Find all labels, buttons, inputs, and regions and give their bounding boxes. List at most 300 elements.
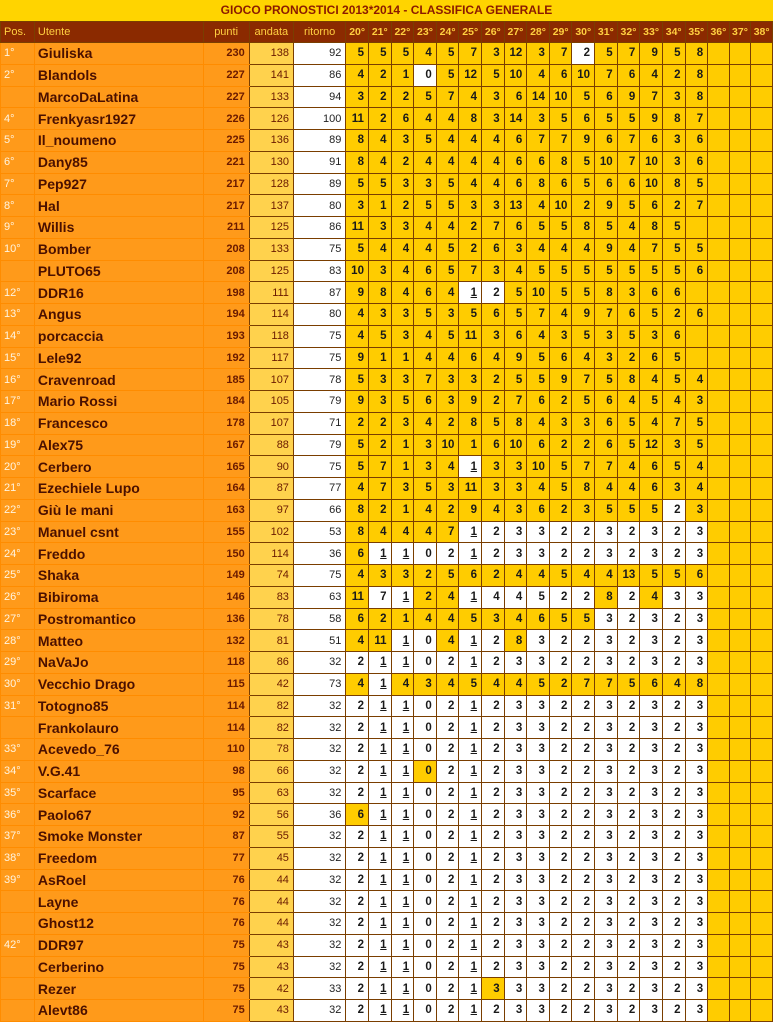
- week-score-cell[interactable]: 2: [436, 978, 459, 1000]
- week-score-cell[interactable]: 3: [527, 760, 550, 782]
- week-score-cell[interactable]: 10: [504, 434, 527, 456]
- week-score-cell[interactable]: [751, 304, 773, 326]
- week-score-cell[interactable]: 3: [662, 130, 685, 152]
- week-score-cell[interactable]: 2: [617, 934, 640, 956]
- week-score-cell[interactable]: 4: [527, 195, 550, 217]
- andata-cell[interactable]: 42: [249, 978, 293, 1000]
- week-score-cell[interactable]: 2: [662, 195, 685, 217]
- week-score-cell[interactable]: 2: [662, 782, 685, 804]
- week-score-cell[interactable]: 2: [662, 739, 685, 761]
- header-week[interactable]: 22°: [391, 22, 414, 43]
- andata-cell[interactable]: 137: [249, 195, 293, 217]
- ritorno-cell[interactable]: 79: [293, 391, 345, 413]
- week-score-cell[interactable]: 4: [436, 673, 459, 695]
- ritorno-cell[interactable]: 80: [293, 304, 345, 326]
- week-score-cell[interactable]: 6: [549, 347, 572, 369]
- week-score-cell[interactable]: 2: [617, 630, 640, 652]
- week-score-cell[interactable]: 1: [391, 869, 414, 891]
- week-score-cell[interactable]: 0: [414, 543, 437, 565]
- week-score-cell[interactable]: 5: [662, 260, 685, 282]
- week-score-cell[interactable]: 3: [504, 521, 527, 543]
- points-cell[interactable]: 95: [203, 782, 249, 804]
- week-score-cell[interactable]: 3: [527, 630, 550, 652]
- week-score-cell[interactable]: 3: [391, 173, 414, 195]
- week-score-cell[interactable]: 3: [459, 195, 482, 217]
- week-score-cell[interactable]: [729, 717, 751, 739]
- week-score-cell[interactable]: [751, 347, 773, 369]
- week-score-cell[interactable]: 4: [504, 608, 527, 630]
- week-score-cell[interactable]: 3: [685, 782, 708, 804]
- points-cell[interactable]: 230: [203, 43, 249, 65]
- week-score-cell[interactable]: 6: [414, 391, 437, 413]
- week-score-cell[interactable]: 2: [549, 913, 572, 935]
- ritorno-cell[interactable]: 75: [293, 565, 345, 587]
- week-score-cell[interactable]: 2: [482, 956, 505, 978]
- week-score-cell[interactable]: 2: [459, 238, 482, 260]
- week-score-cell[interactable]: 2: [459, 217, 482, 239]
- week-score-cell[interactable]: 5: [414, 478, 437, 500]
- week-score-cell[interactable]: 2: [346, 891, 369, 913]
- week-score-cell[interactable]: 2: [549, 739, 572, 761]
- week-score-cell[interactable]: 7: [504, 391, 527, 413]
- week-score-cell[interactable]: 5: [527, 369, 550, 391]
- week-score-cell[interactable]: 2: [572, 782, 595, 804]
- week-score-cell[interactable]: [708, 1000, 730, 1022]
- week-score-cell[interactable]: [729, 978, 751, 1000]
- week-score-cell[interactable]: 3: [640, 325, 663, 347]
- week-score-cell[interactable]: 2: [617, 586, 640, 608]
- week-score-cell[interactable]: 7: [459, 43, 482, 65]
- ritorno-cell[interactable]: 94: [293, 86, 345, 108]
- week-score-cell[interactable]: 6: [662, 282, 685, 304]
- week-score-cell[interactable]: 3: [346, 86, 369, 108]
- week-score-cell[interactable]: 12: [459, 64, 482, 86]
- week-score-cell[interactable]: 3: [595, 739, 618, 761]
- week-score-cell[interactable]: 4: [482, 173, 505, 195]
- week-score-cell[interactable]: 2: [549, 434, 572, 456]
- week-score-cell[interactable]: [751, 195, 773, 217]
- week-score-cell[interactable]: 8: [459, 108, 482, 130]
- ritorno-cell[interactable]: 66: [293, 499, 345, 521]
- week-score-cell[interactable]: 1: [391, 913, 414, 935]
- points-cell[interactable]: 155: [203, 521, 249, 543]
- week-score-cell[interactable]: 2: [549, 847, 572, 869]
- week-score-cell[interactable]: 2: [368, 608, 391, 630]
- week-score-cell[interactable]: 1: [459, 739, 482, 761]
- week-score-cell[interactable]: 5: [527, 586, 550, 608]
- week-score-cell[interactable]: 3: [685, 804, 708, 826]
- week-score-cell[interactable]: 3: [527, 108, 550, 130]
- week-score-cell[interactable]: 4: [414, 608, 437, 630]
- week-score-cell[interactable]: [751, 760, 773, 782]
- week-score-cell[interactable]: 3: [368, 304, 391, 326]
- week-score-cell[interactable]: 3: [504, 238, 527, 260]
- header-week[interactable]: 31°: [595, 22, 618, 43]
- week-score-cell[interactable]: [708, 630, 730, 652]
- position-cell[interactable]: [1, 86, 35, 108]
- position-cell[interactable]: 38°: [1, 847, 35, 869]
- ritorno-cell[interactable]: 63: [293, 586, 345, 608]
- week-score-cell[interactable]: 7: [662, 412, 685, 434]
- week-score-cell[interactable]: 2: [662, 652, 685, 674]
- week-score-cell[interactable]: 3: [685, 760, 708, 782]
- week-score-cell[interactable]: 2: [549, 652, 572, 674]
- week-score-cell[interactable]: 4: [436, 130, 459, 152]
- week-score-cell[interactable]: [729, 282, 751, 304]
- week-score-cell[interactable]: 8: [346, 151, 369, 173]
- week-score-cell[interactable]: 2: [617, 1000, 640, 1022]
- week-score-cell[interactable]: 3: [640, 913, 663, 935]
- week-score-cell[interactable]: 8: [504, 630, 527, 652]
- user-name-cell[interactable]: Frankolauro: [34, 717, 203, 739]
- week-score-cell[interactable]: 5: [527, 673, 550, 695]
- week-score-cell[interactable]: 9: [346, 391, 369, 413]
- week-score-cell[interactable]: 7: [572, 369, 595, 391]
- week-score-cell[interactable]: 7: [459, 260, 482, 282]
- week-score-cell[interactable]: 2: [572, 586, 595, 608]
- points-cell[interactable]: 77: [203, 847, 249, 869]
- week-score-cell[interactable]: [708, 869, 730, 891]
- andata-cell[interactable]: 105: [249, 391, 293, 413]
- week-score-cell[interactable]: 4: [346, 673, 369, 695]
- week-score-cell[interactable]: 4: [617, 238, 640, 260]
- week-score-cell[interactable]: 6: [595, 130, 618, 152]
- week-score-cell[interactable]: [729, 521, 751, 543]
- week-score-cell[interactable]: [708, 391, 730, 413]
- week-score-cell[interactable]: 3: [482, 478, 505, 500]
- week-score-cell[interactable]: 2: [549, 956, 572, 978]
- week-score-cell[interactable]: 2: [436, 891, 459, 913]
- week-score-cell[interactable]: 7: [595, 304, 618, 326]
- week-score-cell[interactable]: 10: [346, 260, 369, 282]
- week-score-cell[interactable]: 2: [617, 978, 640, 1000]
- week-score-cell[interactable]: 5: [482, 412, 505, 434]
- user-name-cell[interactable]: Alevt86: [34, 1000, 203, 1022]
- week-score-cell[interactable]: 3: [504, 717, 527, 739]
- user-name-cell[interactable]: Mario Rossi: [34, 391, 203, 413]
- points-cell[interactable]: 149: [203, 565, 249, 587]
- position-cell[interactable]: 39°: [1, 869, 35, 891]
- week-score-cell[interactable]: 3: [504, 847, 527, 869]
- week-score-cell[interactable]: 3: [504, 1000, 527, 1022]
- week-score-cell[interactable]: 3: [662, 86, 685, 108]
- week-score-cell[interactable]: 3: [685, 826, 708, 848]
- week-score-cell[interactable]: 3: [391, 130, 414, 152]
- week-score-cell[interactable]: 2: [617, 782, 640, 804]
- week-score-cell[interactable]: 2: [662, 913, 685, 935]
- week-score-cell[interactable]: 4: [346, 325, 369, 347]
- ritorno-cell[interactable]: 32: [293, 652, 345, 674]
- week-score-cell[interactable]: 3: [527, 543, 550, 565]
- week-score-cell[interactable]: 5: [414, 195, 437, 217]
- position-cell[interactable]: 26°: [1, 586, 35, 608]
- week-score-cell[interactable]: [729, 478, 751, 500]
- week-score-cell[interactable]: 0: [414, 64, 437, 86]
- week-score-cell[interactable]: 7: [549, 130, 572, 152]
- week-score-cell[interactable]: [751, 282, 773, 304]
- week-score-cell[interactable]: 1: [368, 347, 391, 369]
- header-week[interactable]: 24°: [436, 22, 459, 43]
- week-score-cell[interactable]: 3: [527, 847, 550, 869]
- week-score-cell[interactable]: 1: [459, 869, 482, 891]
- week-score-cell[interactable]: 3: [527, 804, 550, 826]
- points-cell[interactable]: 178: [203, 412, 249, 434]
- week-score-cell[interactable]: [729, 499, 751, 521]
- week-score-cell[interactable]: [708, 282, 730, 304]
- week-score-cell[interactable]: 2: [662, 304, 685, 326]
- position-cell[interactable]: 22°: [1, 499, 35, 521]
- points-cell[interactable]: 217: [203, 173, 249, 195]
- points-cell[interactable]: 164: [203, 478, 249, 500]
- week-score-cell[interactable]: [685, 217, 708, 239]
- user-name-cell[interactable]: Giù le mani: [34, 499, 203, 521]
- week-score-cell[interactable]: 6: [640, 478, 663, 500]
- week-score-cell[interactable]: 3: [640, 782, 663, 804]
- week-score-cell[interactable]: 8: [346, 521, 369, 543]
- week-score-cell[interactable]: 2: [482, 521, 505, 543]
- week-score-cell[interactable]: 2: [662, 804, 685, 826]
- week-score-cell[interactable]: [708, 978, 730, 1000]
- week-score-cell[interactable]: 0: [414, 847, 437, 869]
- week-score-cell[interactable]: [685, 282, 708, 304]
- week-score-cell[interactable]: 5: [662, 238, 685, 260]
- week-score-cell[interactable]: 3: [504, 695, 527, 717]
- week-score-cell[interactable]: 6: [617, 173, 640, 195]
- week-score-cell[interactable]: 6: [504, 217, 527, 239]
- andata-cell[interactable]: 128: [249, 173, 293, 195]
- week-score-cell[interactable]: 3: [595, 347, 618, 369]
- week-score-cell[interactable]: 6: [685, 130, 708, 152]
- week-score-cell[interactable]: 8: [346, 130, 369, 152]
- week-score-cell[interactable]: 3: [685, 717, 708, 739]
- week-score-cell[interactable]: 2: [662, 847, 685, 869]
- user-name-cell[interactable]: Francesco: [34, 412, 203, 434]
- ritorno-cell[interactable]: 58: [293, 608, 345, 630]
- week-score-cell[interactable]: 5: [572, 151, 595, 173]
- week-score-cell[interactable]: [708, 826, 730, 848]
- user-name-cell[interactable]: Frenkyasr1927: [34, 108, 203, 130]
- week-score-cell[interactable]: 4: [504, 586, 527, 608]
- header-week[interactable]: 33°: [640, 22, 663, 43]
- ritorno-cell[interactable]: 32: [293, 760, 345, 782]
- andata-cell[interactable]: 125: [249, 217, 293, 239]
- andata-cell[interactable]: 63: [249, 782, 293, 804]
- week-score-cell[interactable]: 5: [436, 260, 459, 282]
- position-cell[interactable]: 30°: [1, 673, 35, 695]
- week-score-cell[interactable]: 2: [572, 521, 595, 543]
- ritorno-cell[interactable]: 86: [293, 217, 345, 239]
- week-score-cell[interactable]: 2: [549, 782, 572, 804]
- week-score-cell[interactable]: 4: [391, 238, 414, 260]
- week-score-cell[interactable]: [751, 108, 773, 130]
- week-score-cell[interactable]: 4: [414, 238, 437, 260]
- week-score-cell[interactable]: [708, 695, 730, 717]
- week-score-cell[interactable]: 1: [391, 695, 414, 717]
- week-score-cell[interactable]: 1: [459, 760, 482, 782]
- points-cell[interactable]: 98: [203, 760, 249, 782]
- week-score-cell[interactable]: 10: [504, 64, 527, 86]
- week-score-cell[interactable]: 2: [482, 934, 505, 956]
- week-score-cell[interactable]: 3: [391, 304, 414, 326]
- andata-cell[interactable]: 107: [249, 412, 293, 434]
- header-week[interactable]: 38°: [751, 22, 773, 43]
- week-score-cell[interactable]: [751, 652, 773, 674]
- week-score-cell[interactable]: 10: [527, 282, 550, 304]
- user-name-cell[interactable]: V.G.41: [34, 760, 203, 782]
- week-score-cell[interactable]: [729, 64, 751, 86]
- week-score-cell[interactable]: [708, 739, 730, 761]
- user-name-cell[interactable]: Blandols: [34, 64, 203, 86]
- week-score-cell[interactable]: 2: [549, 891, 572, 913]
- week-score-cell[interactable]: 5: [572, 86, 595, 108]
- week-score-cell[interactable]: 3: [482, 456, 505, 478]
- header-pos[interactable]: Pos.: [1, 22, 35, 43]
- week-score-cell[interactable]: 3: [595, 543, 618, 565]
- week-score-cell[interactable]: 5: [662, 565, 685, 587]
- week-score-cell[interactable]: 2: [436, 913, 459, 935]
- week-score-cell[interactable]: [729, 347, 751, 369]
- week-score-cell[interactable]: 2: [482, 652, 505, 674]
- week-score-cell[interactable]: 2: [391, 151, 414, 173]
- week-score-cell[interactable]: 1: [459, 826, 482, 848]
- week-score-cell[interactable]: 6: [640, 673, 663, 695]
- points-cell[interactable]: 150: [203, 543, 249, 565]
- week-score-cell[interactable]: 6: [549, 173, 572, 195]
- week-score-cell[interactable]: 5: [436, 325, 459, 347]
- week-score-cell[interactable]: 5: [549, 456, 572, 478]
- week-score-cell[interactable]: 5: [685, 412, 708, 434]
- week-score-cell[interactable]: 3: [640, 826, 663, 848]
- week-score-cell[interactable]: 3: [640, 891, 663, 913]
- week-score-cell[interactable]: 4: [368, 151, 391, 173]
- andata-cell[interactable]: 125: [249, 260, 293, 282]
- week-score-cell[interactable]: 1: [459, 652, 482, 674]
- week-score-cell[interactable]: 3: [640, 695, 663, 717]
- week-score-cell[interactable]: 3: [527, 956, 550, 978]
- andata-cell[interactable]: 81: [249, 630, 293, 652]
- user-name-cell[interactable]: Ghost12: [34, 913, 203, 935]
- week-score-cell[interactable]: 0: [414, 826, 437, 848]
- week-score-cell[interactable]: 9: [572, 304, 595, 326]
- week-score-cell[interactable]: 7: [685, 195, 708, 217]
- week-score-cell[interactable]: [751, 891, 773, 913]
- week-score-cell[interactable]: 9: [572, 130, 595, 152]
- week-score-cell[interactable]: 2: [346, 695, 369, 717]
- week-score-cell[interactable]: 3: [527, 695, 550, 717]
- week-score-cell[interactable]: 9: [595, 238, 618, 260]
- week-score-cell[interactable]: 7: [617, 130, 640, 152]
- week-score-cell[interactable]: 4: [662, 673, 685, 695]
- week-score-cell[interactable]: 8: [346, 499, 369, 521]
- week-score-cell[interactable]: 1: [391, 347, 414, 369]
- week-score-cell[interactable]: 3: [595, 695, 618, 717]
- week-score-cell[interactable]: 3: [640, 608, 663, 630]
- week-score-cell[interactable]: 7: [640, 238, 663, 260]
- points-cell[interactable]: 75: [203, 956, 249, 978]
- week-score-cell[interactable]: 4: [617, 456, 640, 478]
- week-score-cell[interactable]: 3: [662, 586, 685, 608]
- ritorno-cell[interactable]: 86: [293, 64, 345, 86]
- user-name-cell[interactable]: Pep927: [34, 173, 203, 195]
- week-score-cell[interactable]: 2: [572, 891, 595, 913]
- week-score-cell[interactable]: 6: [527, 391, 550, 413]
- ritorno-cell[interactable]: 32: [293, 956, 345, 978]
- week-score-cell[interactable]: 3: [685, 869, 708, 891]
- week-score-cell[interactable]: [729, 391, 751, 413]
- week-score-cell[interactable]: [729, 565, 751, 587]
- week-score-cell[interactable]: 3: [527, 913, 550, 935]
- week-score-cell[interactable]: 7: [368, 478, 391, 500]
- week-score-cell[interactable]: 6: [640, 347, 663, 369]
- week-score-cell[interactable]: 3: [572, 499, 595, 521]
- week-score-cell[interactable]: 3: [527, 717, 550, 739]
- week-score-cell[interactable]: [729, 130, 751, 152]
- andata-cell[interactable]: 82: [249, 717, 293, 739]
- week-score-cell[interactable]: 1: [391, 456, 414, 478]
- week-score-cell[interactable]: 4: [346, 630, 369, 652]
- user-name-cell[interactable]: DDR97: [34, 934, 203, 956]
- week-score-cell[interactable]: 6: [414, 260, 437, 282]
- week-score-cell[interactable]: 3: [527, 869, 550, 891]
- andata-cell[interactable]: 111: [249, 282, 293, 304]
- week-score-cell[interactable]: 4: [685, 478, 708, 500]
- week-score-cell[interactable]: [729, 86, 751, 108]
- week-score-cell[interactable]: 7: [527, 304, 550, 326]
- week-score-cell[interactable]: 5: [662, 43, 685, 65]
- week-score-cell[interactable]: 0: [414, 739, 437, 761]
- week-score-cell[interactable]: 1: [459, 521, 482, 543]
- week-score-cell[interactable]: 10: [640, 151, 663, 173]
- week-score-cell[interactable]: 7: [414, 369, 437, 391]
- week-score-cell[interactable]: 4: [482, 347, 505, 369]
- user-name-cell[interactable]: Il_noumeno: [34, 130, 203, 152]
- position-cell[interactable]: 36°: [1, 804, 35, 826]
- week-score-cell[interactable]: [751, 826, 773, 848]
- week-score-cell[interactable]: 9: [549, 369, 572, 391]
- week-score-cell[interactable]: 2: [617, 847, 640, 869]
- week-score-cell[interactable]: 1: [459, 934, 482, 956]
- week-score-cell[interactable]: 6: [685, 565, 708, 587]
- points-cell[interactable]: 136: [203, 608, 249, 630]
- week-score-cell[interactable]: 2: [346, 956, 369, 978]
- points-cell[interactable]: 221: [203, 151, 249, 173]
- week-score-cell[interactable]: [729, 891, 751, 913]
- week-score-cell[interactable]: 1: [391, 782, 414, 804]
- position-cell[interactable]: 23°: [1, 521, 35, 543]
- week-score-cell[interactable]: [729, 826, 751, 848]
- points-cell[interactable]: 192: [203, 347, 249, 369]
- user-name-cell[interactable]: Bibiroma: [34, 586, 203, 608]
- andata-cell[interactable]: 133: [249, 238, 293, 260]
- week-score-cell[interactable]: 3: [640, 717, 663, 739]
- ritorno-cell[interactable]: 83: [293, 260, 345, 282]
- ritorno-cell[interactable]: 32: [293, 869, 345, 891]
- week-score-cell[interactable]: [729, 173, 751, 195]
- points-cell[interactable]: 193: [203, 325, 249, 347]
- points-cell[interactable]: 87: [203, 826, 249, 848]
- week-score-cell[interactable]: 5: [459, 673, 482, 695]
- week-score-cell[interactable]: 0: [414, 630, 437, 652]
- user-name-cell[interactable]: Giuliska: [34, 43, 203, 65]
- week-score-cell[interactable]: 5: [549, 217, 572, 239]
- week-score-cell[interactable]: 7: [368, 456, 391, 478]
- week-score-cell[interactable]: 3: [436, 478, 459, 500]
- week-score-cell[interactable]: [708, 760, 730, 782]
- week-score-cell[interactable]: 1: [368, 913, 391, 935]
- position-cell[interactable]: 19°: [1, 434, 35, 456]
- week-score-cell[interactable]: 5: [640, 391, 663, 413]
- ritorno-cell[interactable]: 71: [293, 412, 345, 434]
